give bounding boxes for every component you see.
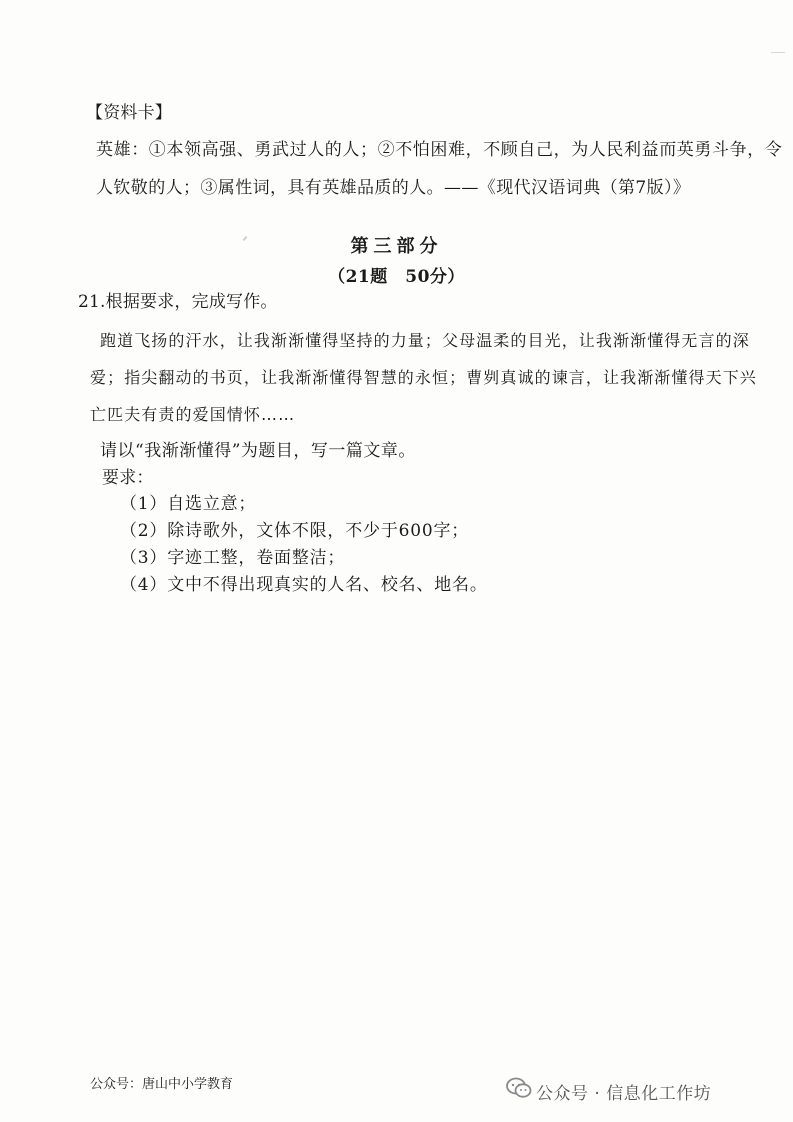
part-subtitle: （21题 50分） (328, 267, 465, 287)
requirement-item: （3）字迹工整，卷面整洁； (120, 548, 346, 568)
definition-line-2: 人钦敬的人；③属性词，具有英雄品质的人。——《现代汉语词典（第7版）》 (96, 178, 691, 198)
scan-artifact (771, 52, 785, 53)
wechat-icon (506, 1077, 532, 1099)
requirement-item: （1）自选立意； (120, 494, 257, 514)
requirement-item: （2）除诗歌外，文体不限，不少于600字； (120, 521, 470, 541)
resource-card-title: 【资料卡】 (86, 103, 172, 123)
footer-watermark (536, 1079, 711, 1104)
definition-line-1: 英雄：①本领高强、勇武过人的人；②不怕困难，不顾自己，为人民利益而英勇斗争，令 (96, 140, 783, 160)
footer-account: 公众号：唐山中小学教育 (90, 1077, 234, 1092)
footer-watermark-text: 公众号 · 信息化工作坊 (536, 1084, 712, 1104)
requirements-label: 要求： (102, 468, 154, 488)
requirement-item: （4）文中不得出现真实的人名、校名、地名。 (120, 575, 488, 595)
writing-prompt: 跑道飞扬的汗水，让我渐渐懂得坚持的力量；父母温柔的目光，让我渐渐懂得无言的深爱；指尖翻动的书页，让我渐渐懂得智慧的永恒；曹刿真诚的谏言，让我渐渐懂得天下兴亡匹夫有责的爱国情怀…… (90, 331, 757, 424)
writing-instruction: 请以“我渐渐懂得”为题目，写一篇文章。 (100, 441, 416, 461)
question-heading: 21.根据要求，完成写作。 (78, 292, 278, 312)
part-title: 第三部分 (350, 236, 443, 257)
